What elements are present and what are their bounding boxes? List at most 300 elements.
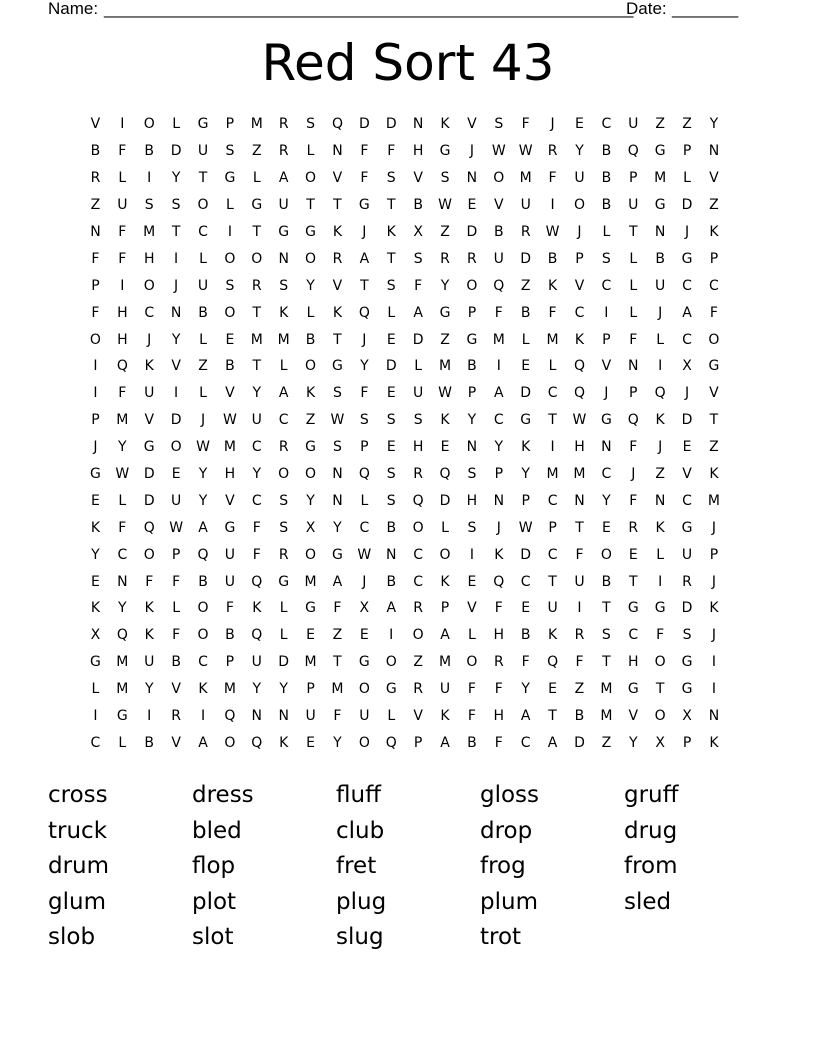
grid-letter[interactable]: F [145,573,154,590]
grid-letter[interactable]: M [250,331,263,348]
grid-letter[interactable]: S [225,277,235,294]
grid-letter[interactable]: U [251,412,262,429]
grid-letter[interactable]: W [518,143,533,160]
grid-letter[interactable]: E [306,734,315,751]
grid-letter[interactable]: L [656,331,665,348]
grid-letter[interactable]: Y [252,681,262,698]
grid-letter[interactable]: F [494,600,503,617]
grid-letter[interactable]: F [172,627,181,644]
grid-letter[interactable]: B [386,573,397,590]
grid-letter[interactable]: L [118,492,127,509]
grid-letter[interactable]: O [305,358,317,375]
grid-letter[interactable]: L [441,519,449,536]
grid-letter[interactable]: P [467,385,477,402]
grid-letter[interactable]: B [467,734,477,751]
grid-letter[interactable]: G [305,600,316,617]
grid-letter[interactable]: P [602,331,611,348]
grid-letter[interactable]: N [412,116,424,133]
grid-letter[interactable]: H [493,627,505,644]
grid-letter[interactable]: J [362,224,367,240]
grid-letter[interactable]: G [197,116,209,133]
grid-letter[interactable]: Y [709,116,719,133]
grid-letter[interactable]: S [359,412,369,429]
grid-letter[interactable]: N [601,439,612,456]
grid-letter[interactable]: T [252,224,262,240]
grid-letter[interactable]: I [200,708,206,725]
grid-letter[interactable]: F [172,573,181,590]
grid-letter[interactable]: B [413,197,423,214]
grid-letter[interactable]: A [494,385,504,402]
grid-letter[interactable]: K [655,412,665,429]
grid-letter[interactable]: R [493,654,504,671]
grid-letter[interactable]: S [601,250,611,267]
grid-letter[interactable]: O [573,197,585,214]
grid-letter[interactable]: C [359,519,370,536]
grid-letter[interactable]: R [440,250,450,267]
grid-letter[interactable]: I [658,573,663,590]
grid-letter[interactable]: Y [628,734,638,751]
grid-letter[interactable]: B [655,250,665,267]
grid-letter[interactable]: T [548,573,557,590]
grid-letter[interactable]: S [601,627,611,644]
grid-letter[interactable]: F [629,331,638,348]
grid-letter[interactable]: F [521,654,530,671]
grid-letter[interactable]: Q [573,358,585,375]
grid-letter[interactable]: Y [198,466,208,483]
grid-letter[interactable]: Q [116,627,128,644]
grid-letter[interactable]: P [171,546,181,563]
grid-letter[interactable]: O [197,197,209,214]
grid-letter[interactable]: Y [440,277,450,294]
grid-letter[interactable]: J [469,143,474,160]
grid-letter[interactable]: C [493,412,504,429]
grid-letter[interactable]: X [90,627,101,644]
grid-letter[interactable]: V [574,277,585,294]
grid-letter[interactable]: Q [251,734,263,751]
grid-letter[interactable]: E [682,439,692,456]
grid-letter[interactable]: U [251,654,262,671]
grid-letter[interactable]: E [467,573,477,590]
grid-letter[interactable]: M [654,170,667,187]
grid-letter[interactable]: A [278,170,289,187]
grid-letter[interactable]: G [358,197,370,214]
grid-letter[interactable]: S [306,116,316,133]
grid-letter[interactable]: F [629,492,638,509]
grid-letter[interactable]: X [655,734,665,751]
grid-letter[interactable]: Z [655,466,665,483]
grid-letter[interactable]: J [684,224,690,240]
grid-letter[interactable]: V [601,358,612,375]
grid-letter[interactable]: M [438,654,452,671]
grid-letter[interactable]: J [711,627,716,644]
grid-letter[interactable]: W [438,385,452,402]
grid-letter[interactable]: G [305,224,316,240]
grid-letter[interactable]: T [628,573,638,590]
grid-letter[interactable]: U [144,654,155,671]
grid-letter[interactable]: R [278,546,289,563]
grid-letter[interactable]: O [305,170,317,187]
grid-letter[interactable]: O [466,654,478,671]
grid-letter[interactable]: G [466,331,478,348]
grid-letter[interactable]: D [170,412,182,429]
grid-letter[interactable]: Y [91,546,100,563]
grid-letter[interactable]: R [574,627,585,644]
grid-letter[interactable]: N [117,573,128,590]
grid-letter[interactable]: V [413,708,423,725]
grid-letter[interactable]: P [575,250,584,267]
grid-letter[interactable]: P [440,600,450,617]
grid-letter[interactable]: M [546,331,559,348]
grid-letter[interactable]: D [385,116,397,133]
grid-letter[interactable]: G [708,358,720,375]
grid-letter[interactable]: I [550,439,555,456]
grid-letter[interactable]: B [574,708,585,725]
grid-letter[interactable]: T [602,654,611,671]
grid-letter[interactable]: D [385,358,397,375]
grid-letter[interactable]: C [682,277,692,294]
grid-letter[interactable]: G [90,466,101,483]
grid-letter[interactable]: J [362,573,367,590]
grid-letter[interactable]: W [330,412,345,429]
grid-letter[interactable]: M [573,466,586,483]
grid-letter[interactable]: V [682,466,692,483]
grid-letter[interactable]: B [90,143,101,160]
grid-letter[interactable]: S [386,170,396,187]
grid-letter[interactable]: U [574,573,585,590]
grid-letter[interactable]: M [600,681,613,698]
grid-letter[interactable]: O [170,439,182,456]
grid-letter[interactable]: L [279,600,288,617]
grid-letter[interactable]: O [89,331,101,348]
grid-letter[interactable]: N [493,492,505,509]
grid-letter[interactable]: Q [331,116,343,133]
grid-letter[interactable]: C [547,385,558,402]
grid-letter[interactable]: R [332,250,343,267]
grid-letter[interactable]: A [332,573,343,590]
grid-letter[interactable]: T [709,412,719,429]
grid-letter[interactable]: F [118,224,127,240]
grid-letter[interactable]: F [494,304,503,321]
grid-letter[interactable]: Y [252,466,262,483]
grid-letter[interactable]: B [305,331,316,348]
grid-letter[interactable]: P [682,143,692,160]
grid-letter[interactable]: P [467,304,477,321]
grid-letter[interactable]: U [413,385,424,402]
grid-letter[interactable]: X [682,708,692,725]
grid-letter[interactable]: K [279,734,289,751]
grid-letter[interactable]: M [277,331,290,348]
grid-letter[interactable]: C [520,573,531,590]
grid-letter[interactable]: L [414,358,423,375]
grid-letter[interactable]: K [332,304,343,321]
grid-letter[interactable]: O [439,546,451,563]
grid-letter[interactable]: E [225,331,235,348]
grid-letter[interactable]: E [521,600,531,617]
grid-letter[interactable]: U [117,197,128,214]
grid-letter[interactable]: O [143,546,155,563]
grid-letter[interactable]: D [358,116,370,133]
grid-letter[interactable]: E [359,627,369,644]
grid-letter[interactable]: P [225,116,235,133]
grid-letter[interactable]: E [575,116,584,133]
grid-letter[interactable]: U [305,708,316,725]
grid-letter[interactable]: J [711,573,716,590]
grid-letter[interactable]: N [466,170,478,187]
grid-letter[interactable]: V [467,600,477,617]
grid-letter[interactable]: K [521,439,531,456]
grid-letter[interactable]: U [628,116,639,133]
grid-letter[interactable]: H [412,143,424,160]
grid-letter[interactable]: E [91,492,100,509]
grid-letter[interactable]: O [358,681,370,698]
grid-letter[interactable]: F [333,600,342,617]
grid-letter[interactable]: U [520,197,531,214]
grid-letter[interactable]: I [227,224,232,240]
grid-letter[interactable]: I [147,170,152,187]
grid-letter[interactable]: T [360,277,369,294]
grid-letter[interactable]: S [386,277,396,294]
grid-letter[interactable]: Q [547,654,559,671]
grid-letter[interactable]: V [144,412,155,429]
grid-letter[interactable]: P [709,250,719,267]
grid-letter[interactable]: P [494,466,504,483]
grid-letter[interactable]: W [438,197,452,214]
grid-letter[interactable]: D [466,224,478,240]
grid-letter[interactable]: L [468,627,476,644]
grid-letter[interactable]: L [252,170,261,187]
grid-letter[interactable]: A [278,385,289,402]
grid-letter[interactable]: R [520,224,531,240]
grid-letter[interactable]: B [225,627,235,644]
grid-letter[interactable]: C [413,546,424,563]
grid-letter[interactable]: F [656,627,665,644]
grid-letter[interactable]: V [494,197,504,214]
grid-letter[interactable]: N [332,143,343,160]
grid-letter[interactable]: P [91,412,100,429]
grid-letter[interactable]: J [658,439,663,456]
grid-letter[interactable]: Q [573,385,585,402]
grid-letter[interactable]: M [600,708,613,725]
grid-letter[interactable]: O [197,600,209,617]
grid-letter[interactable]: C [278,412,289,429]
grid-letter[interactable]: S [386,412,396,429]
grid-letter[interactable]: I [469,546,474,563]
grid-letter[interactable]: U [493,250,504,267]
grid-letter[interactable]: J [577,224,582,240]
grid-letter[interactable]: F [548,304,557,321]
grid-letter[interactable]: R [278,439,289,456]
grid-letter[interactable]: G [224,519,236,536]
grid-letter[interactable]: S [333,385,342,402]
grid-letter[interactable]: T [171,224,181,240]
grid-letter[interactable]: F [333,708,342,725]
grid-letter[interactable]: F [494,734,503,751]
grid-letter[interactable]: S [467,466,477,483]
grid-letter[interactable]: C [198,224,208,240]
grid-letter[interactable]: N [628,358,639,375]
grid-letter[interactable]: R [278,116,289,133]
grid-letter[interactable]: N [654,224,666,240]
grid-letter[interactable]: E [171,466,181,483]
grid-letter[interactable]: Z [332,627,343,644]
grid-letter[interactable]: M [438,358,452,375]
grid-letter[interactable]: L [602,224,611,240]
grid-letter[interactable]: P [548,519,557,536]
grid-letter[interactable]: R [251,277,262,294]
grid-letter[interactable]: L [199,385,207,402]
grid-letter[interactable]: B [144,143,155,160]
grid-letter[interactable]: J [550,116,555,133]
grid-letter[interactable]: G [654,143,666,160]
grid-letter[interactable]: C [682,492,692,509]
grid-letter[interactable]: D [681,600,693,617]
grid-letter[interactable]: R [171,708,181,725]
grid-letter[interactable]: O [466,277,478,294]
grid-letter[interactable]: C [709,277,719,294]
grid-letter[interactable]: R [628,519,639,536]
grid-letter[interactable]: N [278,708,289,725]
grid-letter[interactable]: U [359,708,370,725]
grid-letter[interactable]: B [520,304,531,321]
grid-letter[interactable]: T [198,170,208,187]
grid-letter[interactable]: V [467,116,477,133]
grid-letter[interactable]: W [222,412,237,429]
grid-letter[interactable]: F [467,708,476,725]
grid-letter[interactable]: E [386,385,396,402]
grid-letter[interactable]: M [331,681,344,698]
grid-letter[interactable]: Z [601,734,612,751]
grid-letter[interactable]: V [413,170,423,187]
grid-letter[interactable]: H [117,304,128,321]
grid-letter[interactable]: P [360,439,369,456]
grid-letter[interactable]: N [90,224,101,240]
grid-letter[interactable]: L [521,331,530,348]
grid-letter[interactable]: O [224,734,236,751]
grid-letter[interactable]: Q [385,734,397,751]
grid-letter[interactable]: J [200,412,206,429]
grid-letter[interactable]: I [389,627,394,644]
grid-letter[interactable]: O [600,546,612,563]
grid-letter[interactable]: W [572,412,587,429]
grid-letter[interactable]: L [656,546,665,563]
grid-letter[interactable]: W [545,224,560,240]
grid-letter[interactable]: O [251,250,263,267]
grid-letter[interactable]: J [711,519,716,536]
grid-letter[interactable]: F [360,385,369,402]
grid-letter[interactable]: F [91,304,100,321]
grid-letter[interactable]: D [439,492,451,509]
grid-letter[interactable]: F [548,170,557,187]
grid-letter[interactable]: L [360,492,369,509]
grid-letter[interactable]: Q [358,466,370,483]
grid-letter[interactable]: G [627,600,639,617]
grid-letter[interactable]: B [198,573,208,590]
grid-letter[interactable]: L [387,304,396,321]
grid-letter[interactable]: Y [306,492,315,509]
grid-letter[interactable]: S [440,170,450,187]
grid-letter[interactable]: P [629,170,638,187]
grid-letter[interactable]: R [278,143,289,160]
grid-letter[interactable]: K [709,734,719,751]
grid-letter[interactable]: Q [493,277,505,294]
grid-letter[interactable]: K [305,385,316,402]
grid-letter[interactable]: H [412,439,424,456]
grid-letter[interactable]: J [496,519,501,536]
grid-letter[interactable]: K [440,116,450,133]
grid-letter[interactable]: C [90,734,101,751]
grid-letter[interactable]: U [224,573,236,590]
grid-letter[interactable]: G [654,600,666,617]
grid-letter[interactable]: G [90,654,101,671]
grid-letter[interactable]: Z [682,116,692,133]
grid-letter[interactable]: B [520,627,531,644]
grid-letter[interactable]: N [708,708,720,725]
grid-letter[interactable]: T [602,600,611,617]
grid-letter[interactable]: N [332,466,343,483]
grid-letter[interactable]: F [118,250,127,267]
grid-letter[interactable]: V [225,385,235,402]
grid-letter[interactable]: K [144,627,154,644]
grid-letter[interactable]: F [252,546,261,563]
grid-letter[interactable]: F [118,385,127,402]
grid-letter[interactable]: C [628,627,639,644]
grid-letter[interactable]: H [117,331,128,348]
grid-letter[interactable]: K [198,681,208,698]
grid-letter[interactable]: V [332,170,343,187]
grid-letter[interactable]: G [251,197,263,214]
grid-letter[interactable]: F [709,304,718,321]
grid-letter[interactable]: P [682,734,692,751]
grid-letter[interactable]: A [198,734,208,751]
grid-letter[interactable]: Y [521,466,530,483]
grid-letter[interactable]: D [520,385,532,402]
grid-letter[interactable]: R [413,681,423,698]
grid-letter[interactable]: L [629,250,638,267]
grid-letter[interactable]: J [147,331,152,348]
grid-letter[interactable]: Z [251,143,262,160]
grid-letter[interactable]: W [518,519,533,536]
grid-letter[interactable]: T [628,224,638,240]
grid-letter[interactable]: L [279,358,288,375]
grid-letter[interactable]: Z [709,439,719,456]
grid-letter[interactable]: Z [305,412,316,429]
grid-letter[interactable]: G [654,197,666,214]
grid-letter[interactable]: G [439,143,451,160]
grid-letter[interactable]: E [601,519,611,536]
grid-letter[interactable]: A [413,304,423,321]
grid-letter[interactable]: U [574,170,585,187]
grid-letter[interactable]: G [520,412,532,429]
grid-letter[interactable]: K [494,546,504,563]
grid-letter[interactable]: Y [118,439,127,456]
grid-letter[interactable]: Z [520,277,531,294]
grid-letter[interactable]: V [332,277,343,294]
grid-letter[interactable]: I [174,385,179,402]
grid-letter[interactable]: L [683,170,691,187]
grid-letter[interactable]: Q [251,573,263,590]
grid-letter[interactable]: G [681,519,693,536]
grid-letter[interactable]: S [413,250,423,267]
grid-letter[interactable]: Y [118,600,127,617]
grid-letter[interactable]: V [628,708,639,725]
grid-letter[interactable]: Q [412,492,424,509]
grid-letter[interactable]: B [547,250,558,267]
grid-letter[interactable]: E [628,546,638,563]
grid-letter[interactable]: L [118,170,127,187]
grid-letter[interactable]: F [387,143,396,160]
grid-letter[interactable]: N [170,304,182,321]
grid-letter[interactable]: T [252,304,262,321]
